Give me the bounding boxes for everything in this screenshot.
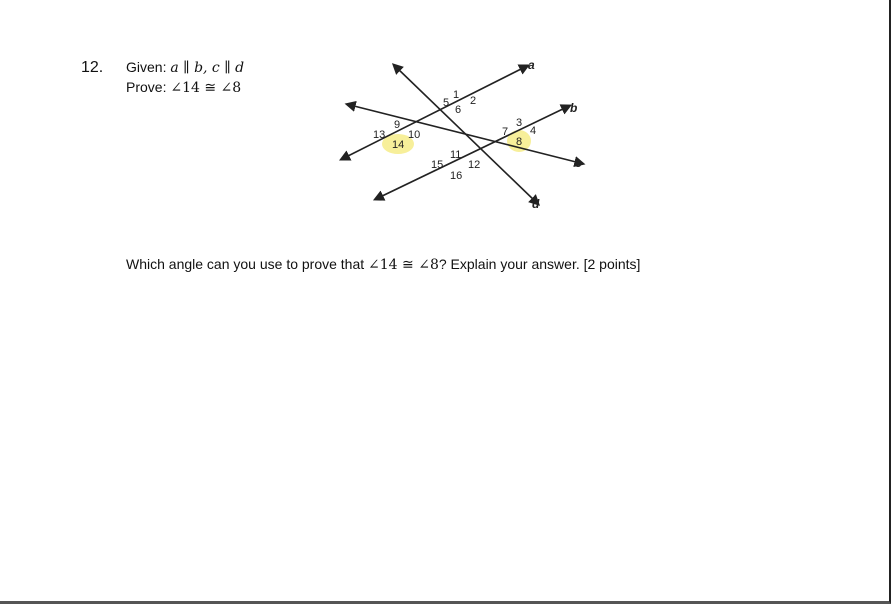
given-label: Given: (126, 59, 171, 75)
given-statement (126, 59, 244, 76)
line-label-b: b (570, 101, 578, 115)
question-text-start: Which angle can you use to prove that (126, 256, 369, 272)
angle-label-7: 7 (502, 126, 509, 138)
angle-label-8: 8 (516, 136, 523, 148)
prove-statement (126, 79, 241, 96)
angle-label-12: 12 (468, 159, 481, 171)
angle-label-2: 2 (470, 95, 477, 107)
prove-label: Prove: (126, 79, 171, 95)
question-expression: ∠14 ≅ ∠8 (368, 257, 439, 273)
angle-label-16: 16 (450, 170, 463, 182)
line-label-d: d (532, 197, 540, 211)
given-expression: a ∥ b, c ∥ d (170, 60, 245, 76)
prove-expression: ∠14 ≅ ∠8 (170, 80, 242, 96)
question-number: 12. (81, 59, 104, 76)
angle-label-14: 14 (392, 139, 405, 151)
angle-label-13: 13 (373, 129, 386, 141)
angle-label-9: 9 (394, 119, 401, 131)
angle-label-6: 6 (455, 104, 462, 116)
angle-label-15: 15 (431, 159, 444, 171)
line-label-a: a (528, 58, 535, 72)
angle-label-10: 10 (408, 129, 421, 141)
parallel-lines-figure (330, 50, 590, 220)
angle-label-11: 11 (450, 149, 462, 161)
question-text-end: ? Explain your answer. [2 points] (438, 256, 641, 272)
angle-label-3: 3 (516, 117, 523, 129)
line-a (344, 67, 525, 158)
angle-label-5: 5 (443, 97, 450, 109)
line-label-c: c (575, 156, 582, 170)
question-prompt (126, 256, 640, 273)
angle-label-4: 4 (530, 125, 537, 137)
angle-label-1: 1 (453, 89, 460, 101)
